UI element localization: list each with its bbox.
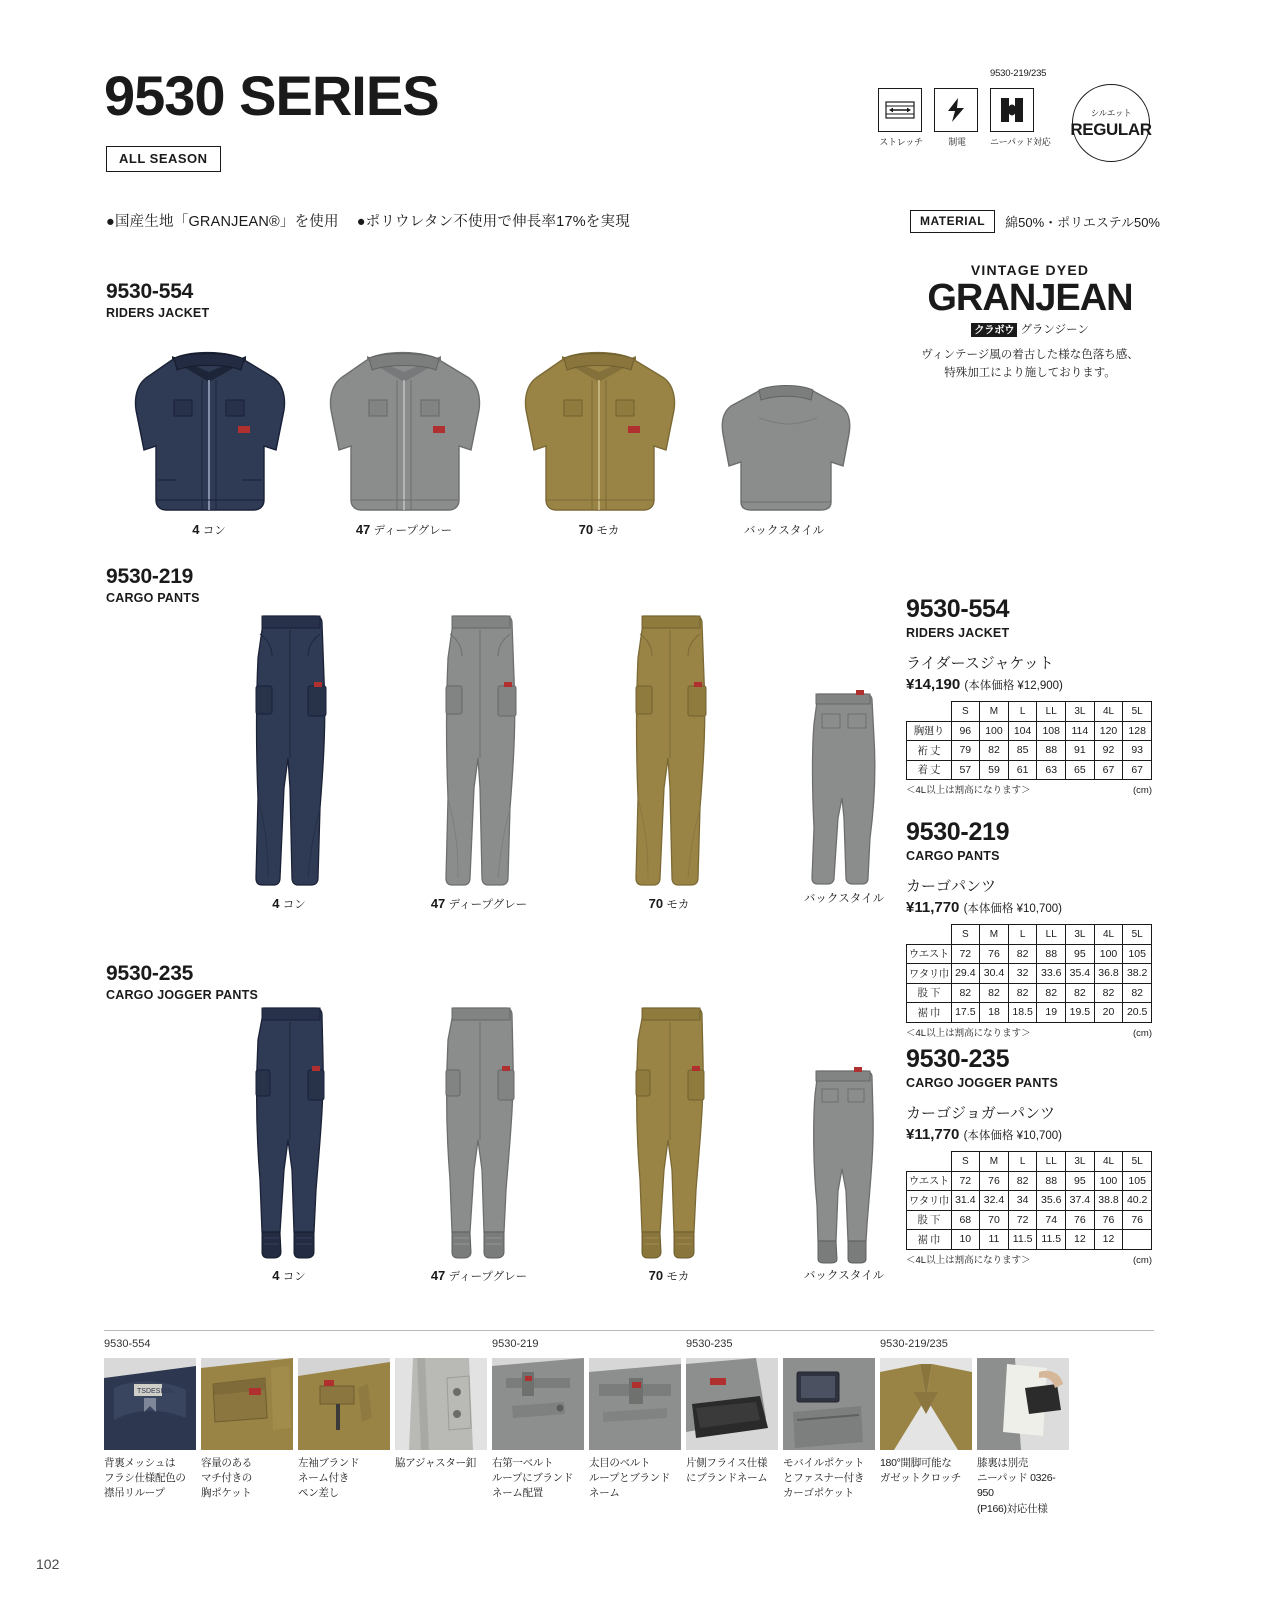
granjean-desc-2: 特殊加工により施しております。 — [944, 367, 1116, 380]
table-row — [907, 983, 1152, 1003]
detail-caption-9: 180°開脚可能な ガゼットクロッチ — [880, 1457, 961, 1485]
table-row — [907, 760, 1152, 780]
color-label: モカ — [666, 899, 690, 911]
size-header: M — [980, 925, 1009, 945]
detail-group-label-219-235: 9530-219/235 — [880, 1338, 948, 1350]
cell: 93 — [1123, 741, 1152, 761]
size-header: L — [1008, 1152, 1037, 1172]
granjean-title: GRANJEAN — [927, 277, 1133, 319]
cell: 20.5 — [1123, 1003, 1152, 1023]
cell: 100 — [1094, 1171, 1123, 1191]
detail-item-8 — [783, 1358, 875, 1502]
figure-cargo-back — [784, 688, 904, 908]
spec-note: ＜4L以上は割高になります＞ — [906, 1027, 1031, 1039]
svg-text:TSDESIGN: TSDESIGN — [137, 1388, 173, 1395]
detail-item-3 — [298, 1358, 390, 1502]
spec-price-sub: (本体価格 ¥10,700) — [963, 903, 1063, 915]
cell: 82 — [951, 983, 980, 1003]
section-name-235: CARGO JOGGER PANTS — [106, 988, 258, 1002]
feature-2: ●ポリウレタン不使用で伸長率17%を実現 — [356, 214, 630, 230]
spec-block-235 — [906, 1045, 1152, 1266]
cargo-pants-illustration-navy — [224, 608, 354, 893]
detail-caption-4: 脇アジャスター釦 — [395, 1457, 476, 1469]
cell: 12 — [1066, 1230, 1095, 1250]
row-label: 股 下 — [907, 983, 952, 1003]
figure-caption-cargo-gray — [431, 896, 527, 912]
detail-caption-3: 左袖ブランド ネーム付き ペン差し — [298, 1457, 360, 1500]
size-header: S — [951, 702, 980, 722]
figure-jacket-navy — [114, 330, 304, 537]
cell: 95 — [1066, 944, 1095, 964]
figure-row-jackets — [104, 330, 874, 540]
stretch-icon-caption: ストレッチ — [879, 137, 923, 147]
color-label: ディープグレー — [448, 1271, 528, 1283]
spec-ename: RIDERS JACKET — [906, 626, 1010, 640]
table-header-row — [907, 702, 1152, 722]
spec-price-sub: (本体価格 ¥10,700) — [963, 1130, 1063, 1142]
cell: 32.4 — [980, 1191, 1009, 1211]
cell: 11 — [980, 1230, 1009, 1250]
table-row — [907, 1210, 1152, 1230]
cargo-pants-back-illustration — [784, 688, 904, 888]
cell: 34 — [1008, 1191, 1037, 1211]
spec-ename: CARGO JOGGER PANTS — [906, 1076, 1058, 1090]
cell: 67 — [1094, 760, 1123, 780]
cell: 63 — [1037, 760, 1066, 780]
spec-price-value: ¥14,190 — [906, 676, 961, 693]
table-corner — [907, 925, 952, 945]
detail-photo-10 — [977, 1358, 1069, 1450]
detail-item-2 — [201, 1358, 293, 1502]
cell — [1123, 1230, 1152, 1250]
cell: 11.5 — [1037, 1230, 1066, 1250]
section-code-235: 9530-235 — [106, 962, 194, 985]
granjean-brand-mark: クラボウ — [971, 323, 1017, 337]
cell: 30.4 — [980, 964, 1009, 984]
detail-photo-6 — [589, 1358, 681, 1450]
row-label: ワタリ巾 — [907, 1191, 952, 1211]
detail-group-label-235: 9530-235 — [686, 1338, 733, 1350]
size-header: 5L — [1123, 1152, 1152, 1172]
figure-caption-jacket-gray — [356, 522, 452, 538]
spec-unit: (cm) — [1133, 785, 1152, 796]
cell: 74 — [1037, 1210, 1066, 1230]
detail-photo-2 — [201, 1358, 293, 1450]
cell: 31.4 — [951, 1191, 980, 1211]
detail-caption-7: 片側フライス仕様 にブランドネーム — [686, 1457, 768, 1485]
cell: 105 — [1123, 944, 1152, 964]
cell: 18.5 — [1008, 1003, 1037, 1023]
cell: 88 — [1037, 944, 1066, 964]
size-header: LL — [1037, 925, 1066, 945]
spec-unit: (cm) — [1133, 1027, 1152, 1039]
jogger-illustration-navy — [224, 1000, 354, 1265]
cell: 32 — [1008, 964, 1037, 984]
row-label: 裾 巾 — [907, 1230, 952, 1250]
icon-stretch — [878, 88, 924, 148]
cell: 88 — [1037, 741, 1066, 761]
spec-note: ＜4L以上は割高になります＞ — [906, 785, 1031, 796]
cell: 38.8 — [1094, 1191, 1123, 1211]
table-header-row — [907, 1152, 1152, 1172]
material-badge — [910, 210, 1160, 233]
detail-photo-5 — [492, 1358, 584, 1450]
size-header: L — [1008, 925, 1037, 945]
size-header: S — [951, 1152, 980, 1172]
antistatic-icon — [934, 88, 978, 132]
figure-cargo-mocha — [604, 608, 734, 911]
cell: 91 — [1066, 741, 1095, 761]
figure-caption-jacket-navy — [192, 522, 225, 538]
table-row — [907, 1230, 1152, 1250]
size-header: S — [951, 925, 980, 945]
color-label: コン — [202, 525, 226, 537]
figure-caption-jacket-mocha — [579, 522, 620, 538]
spec-ename: CARGO PANTS — [906, 849, 1000, 863]
size-header: 5L — [1123, 925, 1152, 945]
color-number: 47 — [430, 1268, 446, 1283]
figure-jogger-mocha — [604, 1000, 734, 1290]
color-label: コン — [282, 899, 306, 911]
table-row — [907, 944, 1152, 964]
cell: 72 — [951, 1171, 980, 1191]
cell: 29.4 — [951, 964, 980, 984]
cell: 108 — [1037, 721, 1066, 741]
material-text: 綿50%・ポリエステル50% — [1005, 215, 1160, 230]
figure-caption-cargo-mocha — [649, 896, 690, 912]
cell: 72 — [951, 944, 980, 964]
figure-row-cargo-pants — [104, 608, 885, 911]
cell: 19 — [1037, 1003, 1066, 1023]
spec-code: 9530-554 — [906, 595, 1010, 623]
knee-pad-icon — [990, 88, 1034, 132]
page-number: 102 — [36, 1556, 60, 1572]
silhouette-value: REGULAR — [1070, 119, 1152, 139]
cell: 79 — [951, 741, 980, 761]
color-label: モカ — [666, 1271, 690, 1283]
cell: 17.5 — [951, 1003, 980, 1023]
size-header: 4L — [1094, 1152, 1123, 1172]
cell: 76 — [980, 944, 1009, 964]
figure-caption-cargo-back: バックスタイル — [803, 893, 885, 905]
material-label: MATERIAL — [910, 210, 995, 233]
cell: 100 — [980, 721, 1009, 741]
granjean-desc-1: ヴィンテージ風の着古した様な色落ち感、 — [921, 348, 1139, 361]
section-name-219: CARGO PANTS — [106, 591, 200, 605]
color-number: 70 — [648, 896, 664, 911]
antistatic-icon-caption: 制電 — [948, 137, 966, 147]
cell: 82 — [980, 741, 1009, 761]
row-label: 胸廻り — [907, 721, 952, 741]
detail-photo-9 — [880, 1358, 972, 1450]
detail-caption-10: 膝裏は別売 ニーパッド 0326-950 (P166)対応仕様 — [977, 1457, 1056, 1515]
size-table-554 — [906, 701, 1152, 780]
row-label: ワタリ巾 — [907, 964, 952, 984]
jogger-back-illustration — [784, 1065, 904, 1265]
detail-group-label-554: 9530-554 — [104, 1338, 151, 1350]
row-label: 股 下 — [907, 1210, 952, 1230]
cell: 128 — [1123, 721, 1152, 741]
cell: 35.4 — [1066, 964, 1095, 984]
cell: 20 — [1094, 1003, 1123, 1023]
cell: 120 — [1094, 721, 1123, 741]
spec-jname: ライダースジャケット — [906, 655, 1054, 672]
spec-jname: カーゴジョガーパンツ — [906, 1105, 1055, 1122]
detail-caption-5: 右第一ベルト ループにブランド ネーム配置 — [492, 1457, 574, 1500]
table-row — [907, 741, 1152, 761]
spec-price — [906, 676, 1152, 693]
size-header: 4L — [1094, 925, 1123, 945]
cell: 82 — [1123, 983, 1152, 1003]
size-header: L — [1008, 702, 1037, 722]
figure-jacket-gray — [309, 330, 499, 537]
spec-price — [906, 1126, 1152, 1143]
cell: 82 — [1037, 983, 1066, 1003]
cargo-pants-illustration-gray — [414, 608, 544, 893]
cell: 100 — [1094, 944, 1123, 964]
cell: 11.5 — [1008, 1230, 1037, 1250]
cell: 82 — [1066, 983, 1095, 1003]
color-number: 47 — [355, 522, 371, 537]
cell: 38.2 — [1123, 964, 1152, 984]
table-row — [907, 721, 1152, 741]
silhouette-label: シルエット — [1090, 107, 1132, 118]
cell: 65 — [1066, 760, 1095, 780]
season-badge: ALL SEASON — [106, 146, 221, 172]
table-row — [907, 1191, 1152, 1211]
icon-antistatic — [934, 88, 980, 148]
cell: 36.8 — [1094, 964, 1123, 984]
detail-item-10 — [977, 1358, 1069, 1517]
spec-block-219 — [906, 818, 1152, 1039]
figure-jacket-back — [699, 370, 869, 537]
cargo-pants-illustration-mocha — [604, 608, 734, 893]
cell: 70 — [980, 1210, 1009, 1230]
detail-item-6 — [589, 1358, 681, 1502]
spec-price — [906, 899, 1152, 916]
cell: 82 — [980, 983, 1009, 1003]
cell: 92 — [1094, 741, 1123, 761]
detail-item-5 — [492, 1358, 584, 1502]
cell: 72 — [1008, 1210, 1037, 1230]
cell: 61 — [1008, 760, 1037, 780]
size-header: M — [980, 1152, 1009, 1172]
spec-code: 9530-235 — [906, 1045, 1010, 1073]
cell: 35.6 — [1037, 1191, 1066, 1211]
table-row — [907, 1171, 1152, 1191]
figure-jogger-back — [784, 1065, 904, 1285]
jacket-illustration-navy — [114, 330, 304, 520]
detail-item-9 — [880, 1358, 972, 1486]
color-number: 4 — [272, 1268, 280, 1283]
detail-photo-4 — [395, 1358, 487, 1450]
icon-knee-pad — [990, 88, 1051, 148]
size-header: M — [980, 702, 1009, 722]
granjean-brand-text: グランジーン — [1020, 323, 1089, 336]
color-number: 4 — [272, 896, 280, 911]
color-number: 70 — [648, 1268, 664, 1283]
table-corner — [907, 1152, 952, 1172]
size-header: 4L — [1094, 702, 1123, 722]
spec-price-sub: (本体価格 ¥12,900) — [964, 680, 1063, 692]
cell: 19.5 — [1066, 1003, 1095, 1023]
cell: 37.4 — [1066, 1191, 1095, 1211]
row-label: 裾 巾 — [907, 1003, 952, 1023]
color-label: ディープグレー — [448, 899, 528, 911]
spec-unit: (cm) — [1133, 1254, 1152, 1266]
spec-price-value: ¥11,770 — [906, 899, 960, 916]
size-header: LL — [1037, 1152, 1066, 1172]
granjean-description — [908, 346, 1152, 383]
cell: 57 — [951, 760, 980, 780]
cell: 82 — [1008, 944, 1037, 964]
cell: 67 — [1123, 760, 1152, 780]
color-number: 4 — [192, 522, 200, 537]
row-label: 着 丈 — [907, 760, 952, 780]
table-row — [907, 1003, 1152, 1023]
color-label: モカ — [596, 525, 620, 537]
cell: 114 — [1066, 721, 1095, 741]
feature-1: ●国産生地「GRANJEAN®」を使用 — [106, 214, 339, 230]
cell: 76 — [1066, 1210, 1095, 1230]
size-header: 3L — [1066, 702, 1095, 722]
granjean-subtitle: VINTAGE DYED — [970, 262, 1090, 278]
silhouette-badge — [1072, 84, 1150, 162]
cell: 59 — [980, 760, 1009, 780]
cell: 82 — [1008, 983, 1037, 1003]
figure-caption-jogger-back: バックスタイル — [803, 1270, 885, 1282]
detail-caption-8: モバイルポケット とファスナー付き カーゴポケット — [783, 1457, 865, 1500]
size-table-219 — [906, 924, 1152, 1023]
jogger-illustration-mocha — [604, 1000, 734, 1265]
table-header-row — [907, 925, 1152, 945]
size-header: LL — [1037, 702, 1066, 722]
detail-item-4 — [395, 1358, 487, 1471]
spec-note: ＜4L以上は割高になります＞ — [906, 1254, 1031, 1266]
detail-caption-6: 太目のベルト ループとブランド ネーム — [589, 1457, 671, 1500]
cell: 40.2 — [1123, 1191, 1152, 1211]
granjean-brand — [908, 321, 1152, 337]
cell: 104 — [1008, 721, 1037, 741]
page-title: 9530 SERIES — [104, 64, 439, 127]
cell: 85 — [1008, 741, 1037, 761]
stretch-icon — [878, 88, 922, 132]
table-row — [907, 964, 1152, 984]
cell: 33.6 — [1037, 964, 1066, 984]
figure-cargo-navy — [224, 608, 354, 911]
jacket-illustration-mocha — [504, 330, 694, 520]
row-label: ウエスト — [907, 944, 952, 964]
jacket-illustration-gray — [309, 330, 499, 520]
feature-icon-row — [878, 88, 1051, 148]
size-header: 3L — [1066, 1152, 1095, 1172]
detail-group-label-219: 9530-219 — [492, 1338, 539, 1350]
cell: 95 — [1066, 1171, 1095, 1191]
detail-item-7 — [686, 1358, 778, 1486]
cell: 10 — [951, 1230, 980, 1250]
detail-photo-1 — [104, 1358, 196, 1450]
size-table-235 — [906, 1151, 1152, 1250]
cell: 76 — [1094, 1210, 1123, 1230]
figure-row-jogger-pants — [104, 1000, 885, 1290]
section-code-219: 9530-219 — [106, 565, 194, 588]
figure-caption-cargo-navy — [272, 896, 305, 912]
detail-photo-8 — [783, 1358, 875, 1450]
spec-price-value: ¥11,770 — [906, 1126, 960, 1143]
color-label: コン — [282, 1271, 306, 1283]
cell: 105 — [1123, 1171, 1152, 1191]
figure-jacket-mocha — [504, 330, 694, 537]
row-label: 裄 丈 — [907, 741, 952, 761]
section-name-554: RIDERS JACKET — [106, 306, 210, 320]
figure-cargo-gray — [414, 608, 544, 911]
cell: 12 — [1094, 1230, 1123, 1250]
jacket-back-illustration — [699, 370, 869, 520]
spec-block-554 — [906, 595, 1152, 796]
cell: 76 — [980, 1171, 1009, 1191]
color-number: 47 — [430, 896, 446, 911]
detail-photo-7 — [686, 1358, 778, 1450]
color-number: 70 — [578, 522, 594, 537]
cell: 82 — [1008, 1171, 1037, 1191]
figure-jogger-gray — [414, 1000, 544, 1290]
figure-caption-jogger-gray — [431, 1268, 527, 1284]
cell: 88 — [1037, 1171, 1066, 1191]
section-code-554: 9530-554 — [106, 280, 194, 303]
granjean-block — [908, 262, 1152, 383]
icon-applicability-note: 9530-219/235 — [990, 68, 1047, 79]
detail-photo-3 — [298, 1358, 390, 1450]
detail-item-1 — [104, 1358, 196, 1502]
table-corner — [907, 702, 952, 722]
cell: 18 — [980, 1003, 1009, 1023]
figure-caption-jogger-navy — [272, 1268, 305, 1284]
feature-lines — [106, 210, 630, 231]
spec-jname: カーゴパンツ — [906, 878, 997, 895]
row-label: ウエスト — [907, 1171, 952, 1191]
figure-caption-jacket-back: バックスタイル — [743, 525, 825, 537]
cell: 96 — [951, 721, 980, 741]
cell: 76 — [1123, 1210, 1152, 1230]
spec-code: 9530-219 — [906, 818, 1010, 846]
size-header: 3L — [1066, 925, 1095, 945]
knee-pad-icon-caption: ニーパッド対応 — [990, 137, 1051, 147]
figure-caption-jogger-mocha — [649, 1268, 690, 1284]
cell: 82 — [1094, 983, 1123, 1003]
detail-caption-2: 容量のある マチ付きの 胸ポケット — [201, 1457, 252, 1500]
divider — [104, 1330, 1154, 1331]
size-header: 5L — [1123, 702, 1152, 722]
jogger-illustration-gray — [414, 1000, 544, 1265]
detail-caption-1: 背裏メッシュは フラシ仕様配色の 襟吊リループ — [104, 1457, 186, 1500]
cell: 68 — [951, 1210, 980, 1230]
color-label: ディープグレー — [373, 525, 453, 537]
figure-jogger-navy — [224, 1000, 354, 1290]
